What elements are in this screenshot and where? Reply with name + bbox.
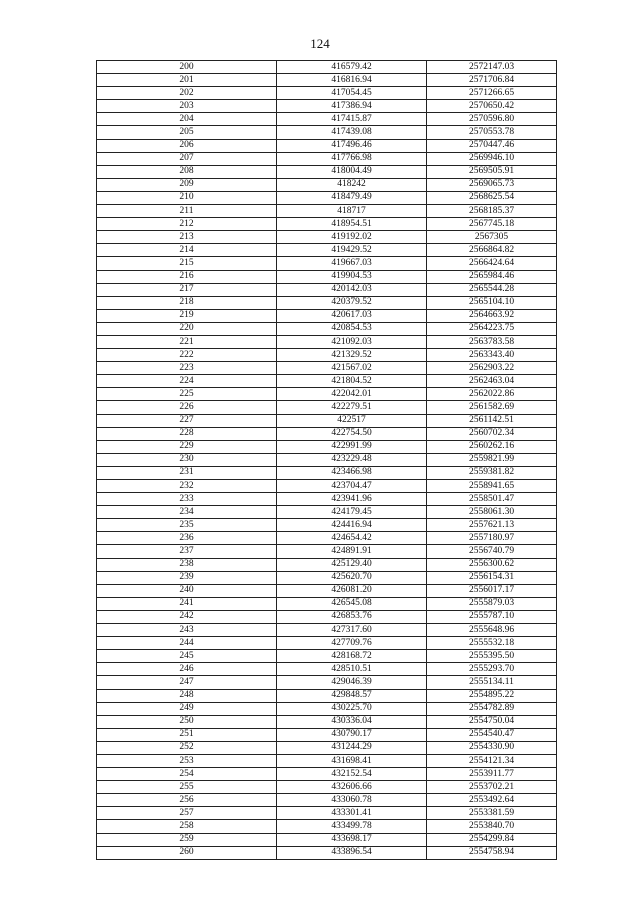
x-coordinate-cell: 424891.91 [277,545,427,558]
x-coordinate-cell: 417054.45 [277,87,427,100]
y-coordinate-cell: 2555648.96 [427,624,557,637]
y-coordinate-cell: 2570650.42 [427,100,557,113]
y-coordinate-cell: 2560262.16 [427,440,557,453]
x-coordinate-cell: 419667.03 [277,257,427,270]
point-number-cell: 235 [97,519,277,532]
table-row [97,349,557,362]
y-coordinate-cell: 2562022.86 [427,388,557,401]
x-coordinate-cell: 432606.66 [277,781,427,794]
x-coordinate-cell: 419429.52 [277,244,427,257]
point-number-cell: 219 [97,309,277,322]
point-number-cell: 246 [97,663,277,676]
x-coordinate-cell: 417386.94 [277,100,427,113]
y-coordinate-cell: 2554895.22 [427,689,557,702]
y-coordinate-cell: 2554540.47 [427,728,557,741]
point-number-cell: 232 [97,480,277,493]
point-number-cell: 258 [97,820,277,833]
y-coordinate-cell: 2559821.99 [427,453,557,466]
x-coordinate-cell: 425129.40 [277,558,427,571]
y-coordinate-cell: 2570596.80 [427,113,557,126]
point-number-cell: 255 [97,781,277,794]
page-number: 124 [310,36,330,51]
table-row [97,820,557,833]
y-coordinate-cell: 2570447.46 [427,139,557,152]
y-coordinate-cell: 2565544.28 [427,283,557,296]
table-row [97,74,557,87]
point-number-cell: 206 [97,139,277,152]
point-number-cell: 203 [97,100,277,113]
table-row [97,152,557,165]
point-number-cell: 228 [97,427,277,440]
table-row [97,663,557,676]
table-row [97,231,557,244]
y-coordinate-cell: 2557180.97 [427,532,557,545]
y-coordinate-cell: 2556154.31 [427,571,557,584]
table-row [97,584,557,597]
table-row [97,100,557,113]
y-coordinate-cell: 2553381.59 [427,807,557,820]
table-row [97,113,557,126]
x-coordinate-cell: 419192.02 [277,231,427,244]
x-coordinate-cell: 416579.42 [277,61,427,74]
table-row [97,610,557,623]
point-number-cell: 238 [97,558,277,571]
y-coordinate-cell: 2555532.18 [427,637,557,650]
point-number-cell: 207 [97,152,277,165]
x-coordinate-cell: 418479.49 [277,191,427,204]
table-row [97,126,557,139]
y-coordinate-cell: 2564223.75 [427,322,557,335]
table-row [97,466,557,479]
y-coordinate-cell: 2553840.70 [427,820,557,833]
table-row [97,532,557,545]
x-coordinate-cell: 433698.17 [277,833,427,846]
x-coordinate-cell: 418004.49 [277,165,427,178]
table-row [97,519,557,532]
x-coordinate-cell: 424179.45 [277,506,427,519]
table-row [97,322,557,335]
x-coordinate-cell: 430790.17 [277,728,427,741]
y-coordinate-cell: 2560702.34 [427,427,557,440]
table-row [97,689,557,702]
point-number-cell: 251 [97,728,277,741]
x-coordinate-cell: 426545.08 [277,597,427,610]
y-coordinate-cell: 2567745.18 [427,218,557,231]
y-coordinate-cell: 2553492.64 [427,794,557,807]
point-number-cell: 202 [97,87,277,100]
y-coordinate-cell: 2567305 [427,231,557,244]
table-row [97,702,557,715]
x-coordinate-cell: 420142.03 [277,283,427,296]
x-coordinate-cell: 418242 [277,178,427,191]
point-number-cell: 209 [97,178,277,191]
point-number-cell: 227 [97,414,277,427]
x-coordinate-cell: 430336.04 [277,715,427,728]
table-row [97,846,557,859]
y-coordinate-cell: 2558941.65 [427,480,557,493]
point-number-cell: 224 [97,375,277,388]
x-coordinate-cell: 423704.47 [277,480,427,493]
point-number-cell: 208 [97,165,277,178]
y-coordinate-cell: 2564663.92 [427,309,557,322]
table-row [97,506,557,519]
x-coordinate-cell: 418717 [277,205,427,218]
table-row [97,794,557,807]
x-coordinate-cell: 421329.52 [277,349,427,362]
x-coordinate-cell: 421092.03 [277,335,427,348]
y-coordinate-cell: 2555134.11 [427,676,557,689]
x-coordinate-cell: 423941.96 [277,493,427,506]
table-row [97,205,557,218]
table-row [97,178,557,191]
point-number-cell: 240 [97,584,277,597]
point-number-cell: 245 [97,650,277,663]
point-number-cell: 248 [97,689,277,702]
table-row [97,165,557,178]
x-coordinate-cell: 422517 [277,414,427,427]
point-number-cell: 205 [97,126,277,139]
point-number-cell: 234 [97,506,277,519]
table-row [97,624,557,637]
table-row [97,741,557,754]
y-coordinate-cell: 2569065.73 [427,178,557,191]
x-coordinate-cell: 420617.03 [277,309,427,322]
table-row [97,335,557,348]
y-coordinate-cell: 2569946.10 [427,152,557,165]
point-number-cell: 236 [97,532,277,545]
table-row [97,283,557,296]
x-coordinate-cell: 425620.70 [277,571,427,584]
y-coordinate-cell: 2561582.69 [427,401,557,414]
coordinates-table [96,60,557,860]
y-coordinate-cell: 2568625.54 [427,191,557,204]
point-number-cell: 204 [97,113,277,126]
y-coordinate-cell: 2561142.51 [427,414,557,427]
x-coordinate-cell: 429046.39 [277,676,427,689]
y-coordinate-cell: 2571706.84 [427,74,557,87]
table-row [97,440,557,453]
point-number-cell: 226 [97,401,277,414]
point-number-cell: 249 [97,702,277,715]
table-row [97,676,557,689]
y-coordinate-cell: 2553702.21 [427,781,557,794]
x-coordinate-cell: 429848.57 [277,689,427,702]
y-coordinate-cell: 2558061.30 [427,506,557,519]
point-number-cell: 241 [97,597,277,610]
table-row [97,545,557,558]
y-coordinate-cell: 2571266.65 [427,87,557,100]
x-coordinate-cell: 423229.48 [277,453,427,466]
y-coordinate-cell: 2556740.79 [427,545,557,558]
x-coordinate-cell: 428168.72 [277,650,427,663]
table-row [97,139,557,152]
y-coordinate-cell: 2554782.89 [427,702,557,715]
y-coordinate-cell: 2570553.78 [427,126,557,139]
table-row [97,414,557,427]
y-coordinate-cell: 2554758.94 [427,846,557,859]
table-row [97,558,557,571]
x-coordinate-cell: 433499.78 [277,820,427,833]
y-coordinate-cell: 2557621.13 [427,519,557,532]
y-coordinate-cell: 2554121.34 [427,754,557,767]
y-coordinate-cell: 2566424.64 [427,257,557,270]
point-number-cell: 260 [97,846,277,859]
point-number-cell: 221 [97,335,277,348]
table-row [97,257,557,270]
x-coordinate-cell: 433896.54 [277,846,427,859]
point-number-cell: 242 [97,610,277,623]
point-number-cell: 217 [97,283,277,296]
y-coordinate-cell: 2555395.50 [427,650,557,663]
x-coordinate-cell: 431244.29 [277,741,427,754]
y-coordinate-cell: 2555293.70 [427,663,557,676]
point-number-cell: 220 [97,322,277,335]
point-number-cell: 252 [97,741,277,754]
table-row [97,807,557,820]
table-row [97,401,557,414]
point-number-cell: 231 [97,466,277,479]
y-coordinate-cell: 2559381.82 [427,466,557,479]
table-row [97,493,557,506]
point-number-cell: 254 [97,768,277,781]
table-row [97,453,557,466]
table-row [97,597,557,610]
x-coordinate-cell: 427317.60 [277,624,427,637]
x-coordinate-cell: 420854.53 [277,322,427,335]
point-number-cell: 259 [97,833,277,846]
x-coordinate-cell: 417496.46 [277,139,427,152]
table-row [97,87,557,100]
y-coordinate-cell: 2563783.58 [427,335,557,348]
table-row [97,754,557,767]
y-coordinate-cell: 2556017.17 [427,584,557,597]
point-number-cell: 215 [97,257,277,270]
point-number-cell: 211 [97,205,277,218]
x-coordinate-cell: 426853.76 [277,610,427,623]
x-coordinate-cell: 432152.54 [277,768,427,781]
x-coordinate-cell: 422279.51 [277,401,427,414]
point-number-cell: 243 [97,624,277,637]
table-row [97,781,557,794]
y-coordinate-cell: 2563343.40 [427,349,557,362]
x-coordinate-cell: 424654.42 [277,532,427,545]
y-coordinate-cell: 2556300.62 [427,558,557,571]
point-number-cell: 233 [97,493,277,506]
point-number-cell: 214 [97,244,277,257]
x-coordinate-cell: 419904.53 [277,270,427,283]
table-row [97,768,557,781]
y-coordinate-cell: 2562903.22 [427,362,557,375]
x-coordinate-cell: 433301.41 [277,807,427,820]
table-row [97,61,557,74]
x-coordinate-cell: 417766.98 [277,152,427,165]
x-coordinate-cell: 416816.94 [277,74,427,87]
table-row [97,191,557,204]
x-coordinate-cell: 422042.01 [277,388,427,401]
point-number-cell: 218 [97,296,277,309]
x-coordinate-cell: 422991.99 [277,440,427,453]
y-coordinate-cell: 2569505.91 [427,165,557,178]
x-coordinate-cell: 421804.52 [277,375,427,388]
y-coordinate-cell: 2566864.82 [427,244,557,257]
y-coordinate-cell: 2568185.37 [427,205,557,218]
x-coordinate-cell: 422754.50 [277,427,427,440]
table-row [97,728,557,741]
x-coordinate-cell: 428510.51 [277,663,427,676]
x-coordinate-cell: 418954.51 [277,218,427,231]
table-row [97,375,557,388]
point-number-cell: 212 [97,218,277,231]
table-row [97,362,557,375]
table-row [97,270,557,283]
table-row [97,571,557,584]
x-coordinate-cell: 433060.78 [277,794,427,807]
table-row [97,427,557,440]
x-coordinate-cell: 430225.70 [277,702,427,715]
point-number-cell: 222 [97,349,277,362]
x-coordinate-cell: 417415.87 [277,113,427,126]
point-number-cell: 256 [97,794,277,807]
point-number-cell: 229 [97,440,277,453]
table-row [97,833,557,846]
y-coordinate-cell: 2562463.04 [427,375,557,388]
point-number-cell: 213 [97,231,277,244]
x-coordinate-cell: 420379.52 [277,296,427,309]
point-number-cell: 253 [97,754,277,767]
table-row [97,244,557,257]
table-row [97,309,557,322]
y-coordinate-cell: 2565104.10 [427,296,557,309]
y-coordinate-cell: 2565984.46 [427,270,557,283]
table-row [97,388,557,401]
point-number-cell: 210 [97,191,277,204]
point-number-cell: 200 [97,61,277,74]
coordinates-table-body [97,61,557,860]
point-number-cell: 225 [97,388,277,401]
y-coordinate-cell: 2555787.10 [427,610,557,623]
table-row [97,650,557,663]
table-row [97,637,557,650]
y-coordinate-cell: 2554330.90 [427,741,557,754]
point-number-cell: 257 [97,807,277,820]
point-number-cell: 230 [97,453,277,466]
y-coordinate-cell: 2572147.03 [427,61,557,74]
x-coordinate-cell: 423466.98 [277,466,427,479]
x-coordinate-cell: 421567.02 [277,362,427,375]
y-coordinate-cell: 2558501.47 [427,493,557,506]
y-coordinate-cell: 2553911.77 [427,768,557,781]
y-coordinate-cell: 2555879.03 [427,597,557,610]
point-number-cell: 250 [97,715,277,728]
x-coordinate-cell: 424416.94 [277,519,427,532]
point-number-cell: 223 [97,362,277,375]
x-coordinate-cell: 426081.20 [277,584,427,597]
point-number-cell: 239 [97,571,277,584]
point-number-cell: 216 [97,270,277,283]
x-coordinate-cell: 431698.41 [277,754,427,767]
x-coordinate-cell: 427709.76 [277,637,427,650]
point-number-cell: 247 [97,676,277,689]
table-row [97,296,557,309]
point-number-cell: 237 [97,545,277,558]
y-coordinate-cell: 2554750.04 [427,715,557,728]
table-row [97,715,557,728]
x-coordinate-cell: 417439.08 [277,126,427,139]
table-row [97,218,557,231]
y-coordinate-cell: 2554299.84 [427,833,557,846]
point-number-cell: 244 [97,637,277,650]
point-number-cell: 201 [97,74,277,87]
table-row [97,480,557,493]
